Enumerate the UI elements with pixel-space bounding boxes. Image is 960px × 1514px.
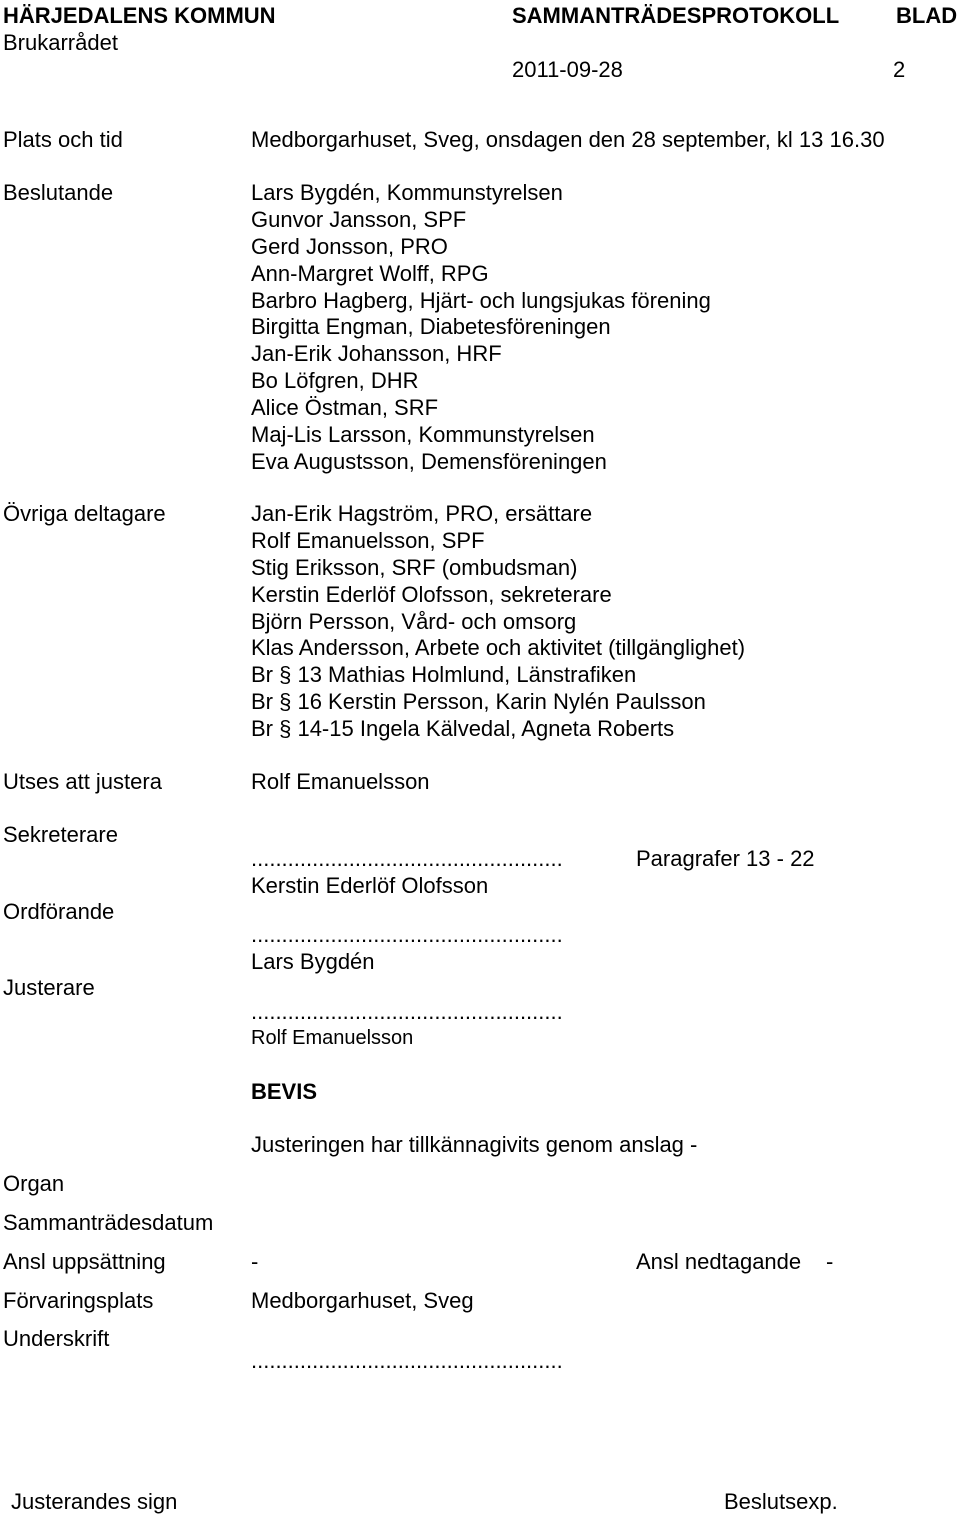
list-item: Eva Augustsson, Demensföreningen xyxy=(251,448,607,474)
list-item: Björn Persson, Vård- och omsorg xyxy=(251,608,577,634)
list-item: Ann-Margret Wolff, RPG xyxy=(251,260,489,286)
place-label: Plats och tid xyxy=(3,127,123,152)
adjuster-signature-name: Rolf Emanuelsson xyxy=(251,1027,414,1049)
meeting-date: 2011-09-28 xyxy=(512,57,623,82)
decision-makers-label: Beslutande xyxy=(3,180,114,205)
decision-makers-list xyxy=(251,182,711,478)
removal-label: Ansl nedtagande xyxy=(636,1249,802,1274)
decision-extract: Beslutsexp. xyxy=(724,1489,838,1514)
posting-value: - xyxy=(251,1249,259,1274)
signature-line: ................................................... xyxy=(251,1348,563,1373)
storage-label: Förvaringsplats xyxy=(3,1288,154,1313)
adjuster-label: Utses att justera xyxy=(3,769,162,794)
chair-label: Ordförande xyxy=(3,899,115,924)
adjuster-signature-line: ................................................... xyxy=(251,999,563,1024)
list-item: Bo Löfgren, DHR xyxy=(251,368,419,394)
removal-value: - xyxy=(826,1249,834,1274)
secretary-label: Sekreterare xyxy=(3,822,118,847)
list-item: Birgitta Engman, Diabetesföreningen xyxy=(251,314,611,340)
chair-name: Lars Bygdén xyxy=(251,949,375,974)
organ-label: Organ xyxy=(3,1171,65,1196)
list-item: Barbro Hagberg, Hjärt- och lungsjukas förening xyxy=(251,287,711,313)
municipality-name: HÄRJEDALENS KOMMUN xyxy=(3,3,276,28)
paragraph-range: Paragrafer 13 - 22 xyxy=(636,846,815,871)
adjusters-sign: Justerandes sign xyxy=(11,1489,178,1514)
list-item: Jan-Erik Hagström, PRO, ersättare xyxy=(251,501,593,526)
adjuster-value: Rolf Emanuelsson xyxy=(251,769,430,794)
page-number: 2 xyxy=(893,57,906,82)
list-item: Klas Andersson, Arbete och aktivitet (tillgänglighet) xyxy=(251,635,746,661)
other-participants-list xyxy=(251,503,745,745)
list-item: Maj-Lis Larsson, Kommunstyrelsen xyxy=(251,422,595,448)
secretary-name: Kerstin Ederlöf Olofsson xyxy=(251,873,489,898)
adjuster-signature-label: Justerare xyxy=(3,975,95,1000)
list-item: Stig Eriksson, SRF (ombudsman) xyxy=(251,554,578,580)
list-item: Rolf Emanuelsson, SPF xyxy=(251,527,485,553)
list-item: Br § 14-15 Ingela Kälvedal, Agneta Roberts xyxy=(251,716,675,742)
signature-label: Underskrift xyxy=(3,1326,110,1351)
list-item: Br § 13 Mathias Holmlund, Länstrafiken xyxy=(251,662,637,688)
posting-label: Ansl uppsättning xyxy=(3,1249,166,1274)
list-item: Gerd Jonsson, PRO xyxy=(251,233,448,259)
other-participants-label: Övriga deltagare xyxy=(3,501,166,526)
proof-title: BEVIS xyxy=(251,1079,318,1104)
list-item: Lars Bygdén, Kommunstyrelsen xyxy=(251,180,563,205)
list-item: Kerstin Ederlöf Olofsson, sekreterare xyxy=(251,581,612,607)
list-item: Jan-Erik Johansson, HRF xyxy=(251,341,502,367)
storage-value: Medborgarhuset, Sveg xyxy=(251,1288,474,1313)
meeting-date-label: Sammanträdesdatum xyxy=(3,1210,214,1235)
list-item: Gunvor Jansson, SPF xyxy=(251,206,467,232)
list-item: Alice Östman, SRF xyxy=(251,395,439,421)
proof-text: Justeringen har tillkännagivits genom anslag - xyxy=(251,1132,698,1157)
board-name: Brukarrådet xyxy=(3,30,118,55)
chair-signature-line: ................................................... xyxy=(251,922,563,947)
list-item: Br § 16 Kerstin Persson, Karin Nylén Paulsson xyxy=(251,689,706,715)
place-value: Medborgarhuset, Sveg, onsdagen den 28 september, kl 13 16.30 xyxy=(251,127,885,152)
page-label: BLAD xyxy=(896,3,958,28)
document-type: SAMMANTRÄDESPROTOKOLL xyxy=(512,3,840,28)
secretary-signature-line: ................................................... xyxy=(251,846,563,871)
